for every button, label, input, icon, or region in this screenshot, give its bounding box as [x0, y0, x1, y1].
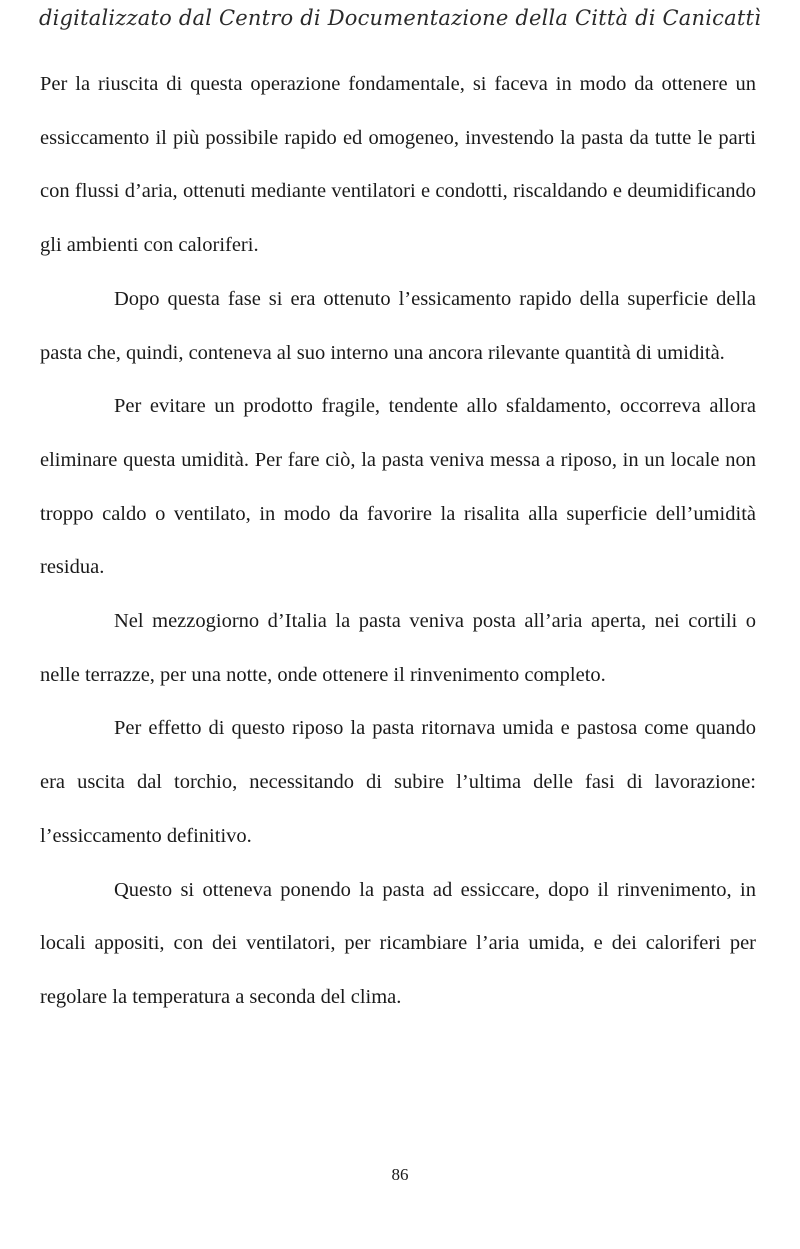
- paragraph: Dopo questa fase si era ottenuto l’essicamento rapido della superficie della pasta che, quindi, conteneva al suo interno una ancora rilevante quantità di umidità.: [40, 287, 756, 364]
- paragraph: Per effetto di questo riposo la pasta ritornava umida e pastosa come quando era uscita dal torchio, necessitando di subire l’ultima delle fasi di lavorazione: l’essiccamento definitivo.: [40, 717, 756, 847]
- paragraph: Nel mezzogiorno d’Italia la pasta veniva posta all’aria aperta, nei cortili o nelle terrazze, per una notte, onde ottenere il rinvenimento completo.: [40, 610, 756, 686]
- page-number: 86: [391, 1165, 409, 1184]
- body-text: [40, 58, 756, 1025]
- digitization-watermark: digitalizzato dal Centro di Documentazione della Città di Canicattì: [38, 6, 762, 30]
- paragraph: Per la riuscita di questa operazione fondamentale, si faceva in modo da ottenere un essiccamento il più possibile rapido ed omogeneo, investendo la pasta da tutte le parti con flussi d’aria, ottenuti mediante ventilatori e condotti, riscaldando e deumidificando gli ambienti con caloriferi.: [40, 73, 756, 257]
- paragraph: Per evitare un prodotto fragile, tendente allo sfaldamento, occorreva allora eliminare questa umidità. Per fare ciò, la pasta veniva messa a riposo, in un locale non troppo caldo o ventilato, in modo da favorire la risalita alla superficie dell’umidità residua.: [40, 395, 756, 579]
- paragraph: Questo si otteneva ponendo la pasta ad essiccare, dopo il rinvenimento, in locali appositi, con dei ventilatori, per ricambiare l’aria umida, e dei caloriferi per regolare la temperatura a seconda del clima.: [40, 878, 756, 1008]
